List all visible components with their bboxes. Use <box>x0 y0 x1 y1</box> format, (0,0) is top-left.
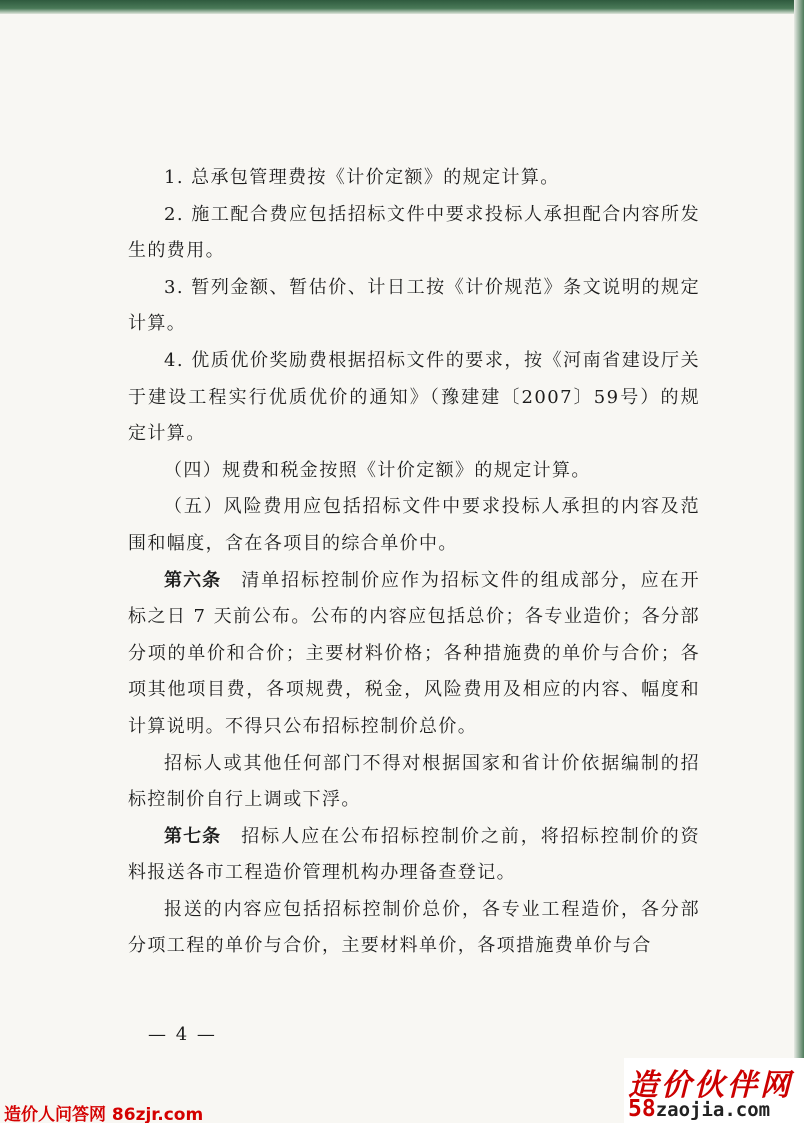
article-7-label: 第七条 <box>164 825 222 847</box>
paragraph-item-3: 3. 暂列金额、暂估价、计日工按《计价规范》条文说明的规定计算。 <box>128 276 700 335</box>
watermark-bottom-left: 造价人问答网 86zjr.com <box>4 1105 204 1123</box>
article-6-label: 第六条 <box>164 569 222 591</box>
paragraph-item-1: 1. 总承包管理费按《计价定额》的规定计算。 <box>164 167 560 188</box>
article-6-text: 清单招标控制价应作为招标文件的组成部分，应在开标之日 7 天前公布。公布的内容应包括总价；各专业造价；各分部分项的单价和合价；主要材料价格；各种措施费的单价与合价；各项其他项目费，各项规费，税金，风险费用及相应的内容、幅度和计算说明。不得只公布招标控制价总价。 <box>128 569 700 737</box>
document-body <box>128 160 700 965</box>
paragraph-item-2: 2. 施工配合费应包括招标文件中要求投标人承担配合内容所发生的费用。 <box>128 203 700 262</box>
page-number: — 4 — <box>148 1024 217 1045</box>
paragraph-section-5: （五）风险费用应包括招标文件中要求投标人承担的内容及范围和幅度，含在各项目的综合单价中。 <box>128 496 700 554</box>
paragraph-after-article-7: 报送的内容应包括招标控制价总价，各专业工程造价，各分部分项工程的单价与合价，主要材料单价，各项措施费单价与合 <box>128 898 700 957</box>
watermark-url-number: 58 <box>628 1096 656 1122</box>
article-7-text: 招标人应在公布招标控制价之前，将招标控制价的资料报送各市工程造价管理机构办理备查登记。 <box>128 825 700 884</box>
paragraph-after-article-6: 招标人或其他任何部门不得对根据国家和省计价依据编制的招标控制价自行上调或下浮。 <box>128 752 700 811</box>
scan-right-edge <box>794 0 804 1123</box>
article-6-paragraph <box>128 563 700 746</box>
watermark-site-url <box>628 1096 770 1122</box>
paragraph-section-4: （四）规费和税金按照《计价定额》的规定计算。 <box>164 459 591 481</box>
watermark-site-title: 造价伙伴网 <box>628 1068 793 1103</box>
watermark-url-domain: zaojia.com <box>655 1099 771 1121</box>
paragraph-item-4: 4. 优质优价奖励费根据招标文件的要求，按《河南省建设厅关于建设工程实行优质优价的通知》（豫建建〔2007〕59号）的规定计算。 <box>128 349 700 445</box>
scan-top-edge <box>0 0 804 14</box>
article-7-paragraph <box>128 819 700 892</box>
